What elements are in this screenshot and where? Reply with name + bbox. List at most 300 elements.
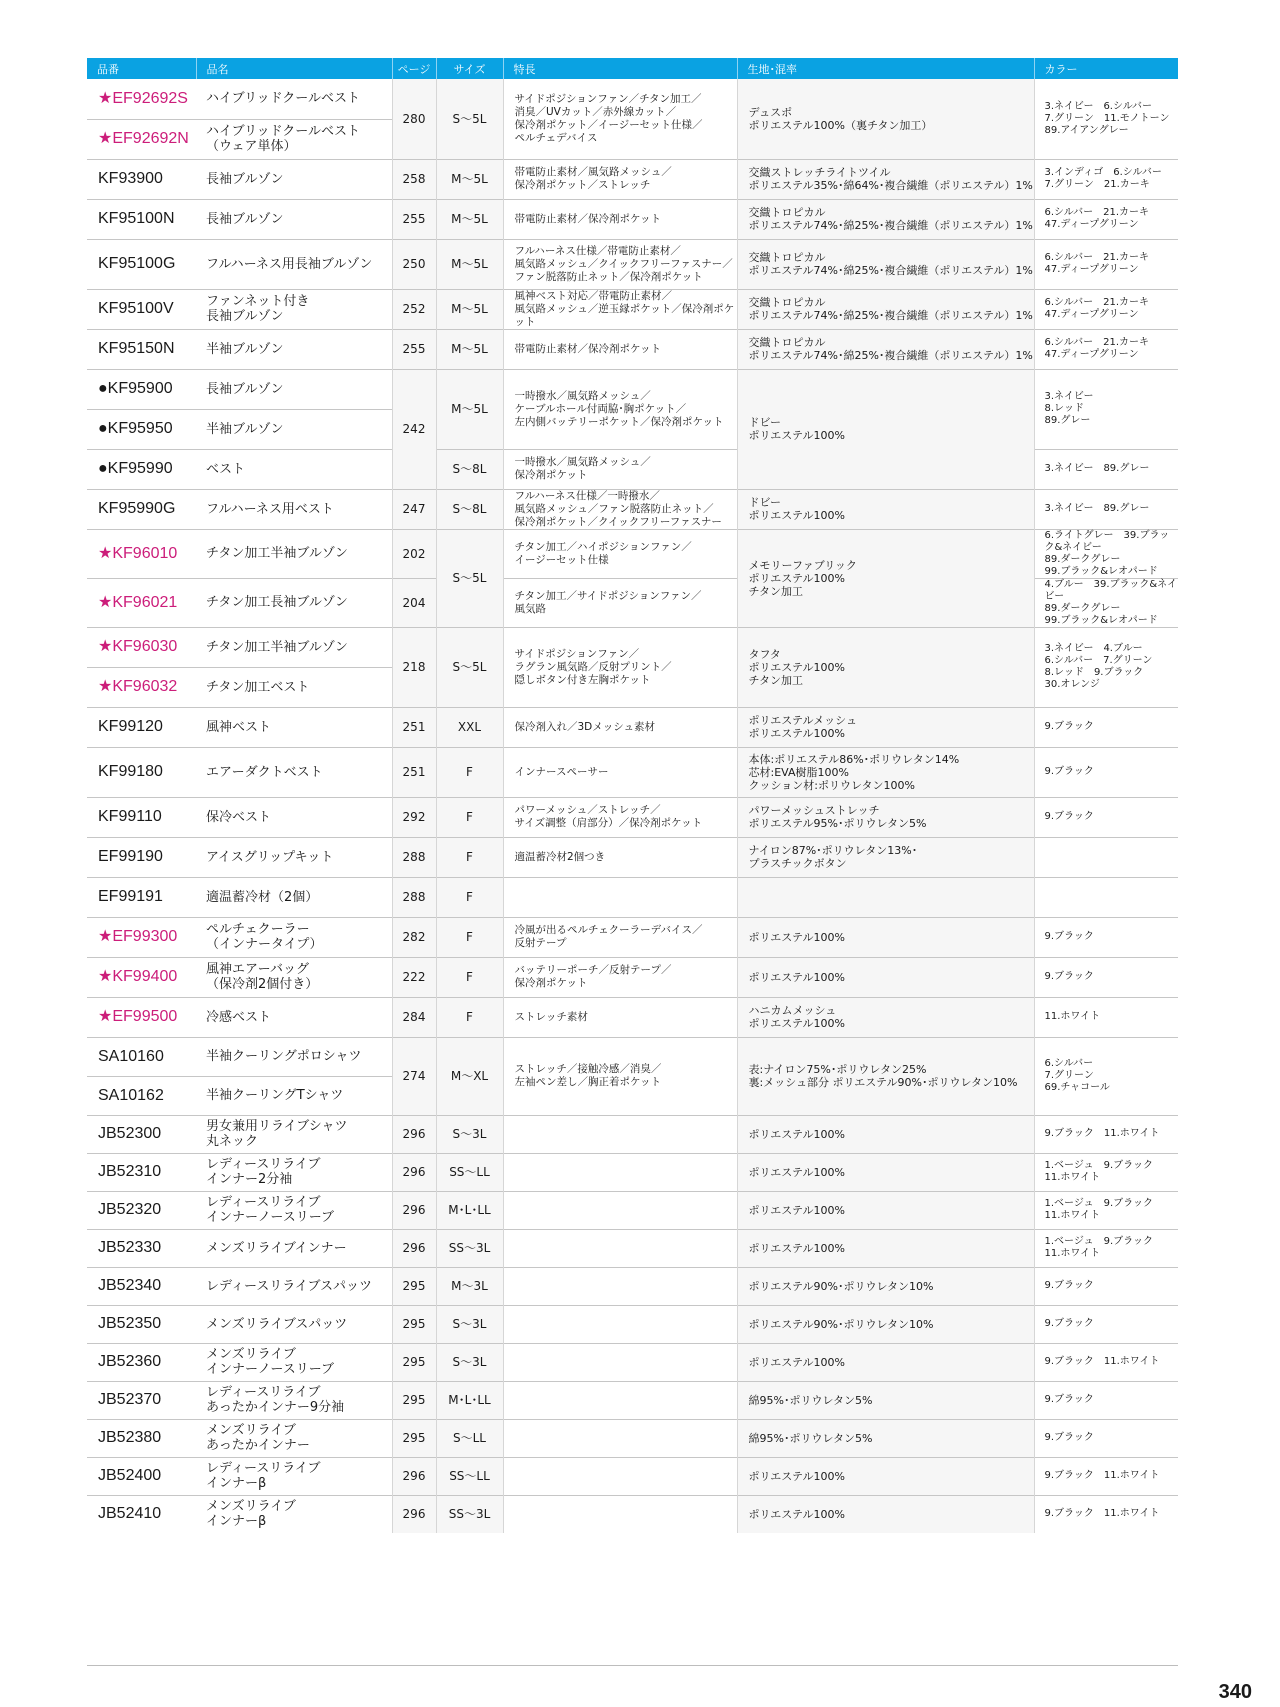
product-code [87, 409, 196, 449]
product-name: ペルチェクーラー （インナータイプ） [196, 917, 392, 957]
product-code [87, 1305, 196, 1343]
product-size: M～5L [436, 239, 503, 289]
product-feature: 冷風が出るペルチェクーラーデバイス／ 反射テープ [503, 917, 737, 957]
product-size: S～3L [436, 1343, 503, 1381]
product-feature [503, 1457, 737, 1495]
product-page: 202 [392, 529, 436, 578]
product-color: 4.ブルー 39.ブラック&ネイビー 89.ダークグレー 99.ブラック&レオパード [1034, 578, 1178, 627]
product-name: アイスグリップキット [196, 837, 392, 877]
product-code-text: EF92692S [112, 89, 188, 107]
product-size: M～3L [436, 1267, 503, 1305]
product-feature: 一時撥水／風気路メッシュ／ 保冷剤ポケット [503, 449, 737, 489]
product-code [87, 369, 196, 409]
product-feature [503, 1495, 737, 1533]
product-color: 3.ネイビー 89.グレー [1034, 489, 1178, 529]
table-row [87, 1419, 1178, 1457]
product-code [87, 1381, 196, 1419]
table-row [87, 489, 1178, 529]
dot-mark: ● [98, 380, 108, 397]
product-name: ハイブリッドクールベスト （ウェア単体） [196, 119, 392, 159]
product-size: SS～3L [436, 1495, 503, 1533]
product-name: 長袖ブルゾン [196, 369, 392, 409]
product-name: メンズリライブスパッツ [196, 1305, 392, 1343]
product-size: F [436, 957, 503, 997]
product-page: 296 [392, 1495, 436, 1533]
product-material: 交織トロピカル ポリエステル74%･綿25%･複合繊維（ポリエステル）1% [737, 289, 1034, 329]
product-name: レディースリライブ インナーノースリーブ [196, 1191, 392, 1229]
product-size: F [436, 797, 503, 837]
table-row [87, 199, 1178, 239]
product-table [87, 58, 1178, 1533]
product-size: F [436, 997, 503, 1037]
product-name: 保冷ベスト [196, 797, 392, 837]
product-code [87, 917, 196, 957]
product-page: 204 [392, 578, 436, 627]
product-name: レディースリライブ インナーβ [196, 1457, 392, 1495]
product-feature: サイドポジションファン／チタン加工／ 消臭／UVカット／赤外線カット／ 保冷剤ポケット／イージーセット仕様／ ペルチェデバイス [514, 92, 703, 144]
product-size: S～5L [436, 627, 503, 707]
product-size: SS～LL [436, 1457, 503, 1495]
product-color: 3.ネイビー 6.シルバー 7.グリーン 11.モノトーン 89.アイアングレー [1044, 100, 1170, 136]
new-star-mark: ★ [98, 678, 113, 695]
product-code [87, 1115, 196, 1153]
product-feature [503, 1229, 737, 1267]
product-size: SS～LL [436, 1153, 503, 1191]
table-row [87, 1115, 1178, 1153]
product-page: 250 [392, 239, 436, 289]
product-page: 280 [392, 79, 436, 159]
product-material: ポリエステル100% [737, 1495, 1034, 1533]
table-row [87, 1229, 1178, 1267]
product-size: S～8L [436, 489, 503, 529]
product-feature [503, 1115, 737, 1153]
product-code [87, 1191, 196, 1229]
product-color: 9.ブラック 11.ホワイト [1034, 1115, 1178, 1153]
product-feature: チタン加工／サイドポジションファン／ 風気路 [503, 578, 737, 627]
new-star-mark: ★ [98, 544, 113, 562]
table-row [87, 1267, 1178, 1305]
new-star-mark: ★ [98, 928, 113, 945]
product-page: 242 [392, 369, 436, 489]
product-size: M･L･LL [436, 1191, 503, 1229]
product-code-text: KF99110 [98, 808, 162, 825]
product-material: ナイロン87%･ポリウレタン13%･ プラスチックボタン [737, 837, 1034, 877]
product-code [87, 997, 196, 1037]
product-code-text: EF99191 [98, 888, 163, 905]
product-name: チタン加工半袖ブルゾン [196, 529, 392, 578]
product-feature [503, 1267, 737, 1305]
product-material: 綿95%･ポリウレタン5% [737, 1381, 1034, 1419]
product-page: 252 [392, 289, 436, 329]
product-material: ポリエステル90%･ポリウレタン10% [737, 1267, 1034, 1305]
product-code [87, 489, 196, 529]
table-row [87, 837, 1178, 877]
product-code-text: JB52360 [98, 1353, 162, 1370]
product-page: 296 [392, 1153, 436, 1191]
product-name: 半袖ブルゾン [196, 409, 392, 449]
table-row [87, 707, 1178, 747]
product-code-text: KF96032 [112, 678, 178, 695]
product-feature: フルハーネス仕様／一時撥水／ 風気路メッシュ／ファン脱落防止ネット／ 保冷剤ポケット／クイックフリーファスナー [503, 489, 737, 529]
product-size: S～3L [436, 1305, 503, 1343]
product-name: 男女兼用リライブシャツ 丸ネック [196, 1115, 392, 1153]
product-code [87, 1037, 196, 1076]
product-feature: パワーメッシュ／ストレッチ／ サイズ調整（肩部分）／保冷剤ポケット [503, 797, 737, 837]
product-name: 長袖ブルゾン [196, 159, 392, 199]
product-color: 9.ブラック 11.ホワイト [1034, 1343, 1178, 1381]
product-name: ファンネット付き 長袖ブルゾン [196, 289, 392, 329]
product-material: ポリエステル100% [737, 957, 1034, 997]
product-code-text: SA10160 [98, 1047, 164, 1065]
product-material: ポリエステル100% [737, 1457, 1034, 1495]
product-name: メンズリライブ あったかインナー [196, 1419, 392, 1457]
product-code [87, 797, 196, 837]
product-code-text: KF96021 [112, 593, 178, 611]
product-code-text: EF99500 [112, 1008, 178, 1025]
product-code [87, 449, 196, 489]
product-page: 288 [392, 837, 436, 877]
product-page: 251 [392, 707, 436, 747]
product-color: 6.シルバー 7.グリーン 69.チャコール [1034, 1037, 1178, 1115]
page-number: 340 [1218, 1681, 1252, 1703]
product-name: レディースリライブ インナー2分袖 [196, 1153, 392, 1191]
product-code-text: KF95990G [98, 500, 176, 517]
product-color: 6.ライトグレー 39.ブラック&ネイビー 89.ダークグレー 99.ブラック&レオパード [1034, 529, 1178, 578]
product-code-text: JB52400 [98, 1467, 162, 1484]
table-row [87, 1305, 1178, 1343]
product-code-text: JB52300 [98, 1125, 162, 1142]
product-color: 1.ベージュ 9.ブラック 11.ホワイト [1034, 1229, 1178, 1267]
product-page: 295 [392, 1343, 436, 1381]
product-material: ポリエステル100% [737, 1115, 1034, 1153]
product-color [1034, 837, 1178, 877]
table-row [87, 1153, 1178, 1191]
product-color: 3.インディゴ 6.シルバー 7.グリーン 21.カーキ [1034, 159, 1178, 199]
table-row [87, 529, 1178, 578]
table-row [87, 917, 1178, 957]
product-code-text: JB52320 [98, 1201, 162, 1218]
table-row [87, 239, 1178, 289]
product-color: 9.ブラック [1034, 1305, 1178, 1343]
header-name: 品名 [196, 58, 392, 79]
product-code [87, 119, 196, 159]
product-material: 交織ストレッチライトツイル ポリエステル35%･綿64%･複合繊維（ポリエステル）1% [737, 159, 1034, 199]
product-color: 1.ベージュ 9.ブラック 11.ホワイト [1034, 1191, 1178, 1229]
product-color: 9.ブラック [1034, 1419, 1178, 1457]
product-color: 9.ブラック [1034, 1381, 1178, 1419]
product-code-text: EF99300 [112, 928, 178, 945]
product-name: ハイブリッドクールベスト [206, 91, 361, 107]
product-size: M～5L [436, 289, 503, 329]
product-color: 9.ブラック [1034, 797, 1178, 837]
product-size: S～3L [436, 1115, 503, 1153]
table-row [87, 1495, 1178, 1533]
product-material: 交織トロピカル ポリエステル74%･綿25%･複合繊維（ポリエステル）1% [737, 239, 1034, 289]
table-row [87, 877, 1178, 917]
product-code-text: KF99180 [98, 763, 163, 780]
new-star-mark: ★ [98, 130, 113, 147]
product-material: タフタ ポリエステル100% チタン加工 [737, 627, 1034, 707]
product-material: ハニカムメッシュ ポリエステル100% [737, 997, 1034, 1037]
table-row [87, 747, 1178, 797]
product-color: 3.ネイビー 89.グレー [1034, 449, 1178, 489]
product-feature: 風神ベスト対応／帯電防止素材／ 風気路メッシュ／逆玉縁ポケット／保冷剤ポケット [503, 289, 737, 329]
new-star-mark: ★ [98, 968, 113, 985]
product-page: 255 [392, 199, 436, 239]
product-material: 交織トロピカル ポリエステル74%･綿25%･複合繊維（ポリエステル）1% [737, 329, 1034, 369]
product-page: 274 [392, 1037, 436, 1115]
product-name: 適温蓄冷材（2個） [196, 877, 392, 917]
product-code-text: KF95950 [107, 420, 173, 437]
product-code-text: JB52410 [98, 1505, 162, 1523]
product-code [87, 837, 196, 877]
product-name: 半袖クーリングポロシャツ [196, 1037, 392, 1076]
product-name: メンズリライブインナー [196, 1229, 392, 1267]
header-size: サイズ [436, 58, 503, 79]
product-page: 296 [392, 1191, 436, 1229]
product-material: ポリエステル100% [737, 1343, 1034, 1381]
table-row [87, 1457, 1178, 1495]
product-color: 9.ブラック [1034, 917, 1178, 957]
product-page: 292 [392, 797, 436, 837]
product-name: 風神エアーバッグ （保冷剤2個付き） [196, 957, 392, 997]
product-size: M～5L [436, 369, 503, 449]
product-code-text: KF95900 [107, 380, 173, 397]
product-code [87, 1153, 196, 1191]
product-color: 6.シルバー 21.カーキ 47.ディープグリーン [1034, 239, 1178, 289]
product-code-text: JB52340 [98, 1277, 162, 1294]
product-code-text: KF96030 [112, 638, 178, 655]
product-page: 222 [392, 957, 436, 997]
product-color: 11.ホワイト [1034, 997, 1178, 1037]
product-code-text: EF92692N [112, 130, 189, 147]
product-code [87, 627, 196, 667]
product-code [87, 667, 196, 707]
header-material: 生地･混率 [737, 58, 1034, 79]
product-feature [503, 1381, 737, 1419]
product-material: 本体:ポリエステル86%･ポリウレタン14% 芯材:EVA樹脂100% クッション材:ポリウレタン100% [737, 747, 1034, 797]
product-name: 半袖ブルゾン [196, 329, 392, 369]
product-code [87, 1267, 196, 1305]
product-feature: サイドポジションファン／ ラグラン風気路／反射プリント／ 隠しボタン付き左胸ポケット [503, 627, 737, 707]
product-code-text: JB52380 [98, 1429, 162, 1446]
product-code [87, 199, 196, 239]
product-color: 6.シルバー 21.カーキ 47.ディープグリーン [1034, 329, 1178, 369]
product-size: S～8L [436, 449, 503, 489]
product-code-text: KF95100G [98, 255, 176, 272]
product-page: 295 [392, 1305, 436, 1343]
dot-mark: ● [98, 460, 108, 477]
product-name: レディースリライブスパッツ [196, 1267, 392, 1305]
product-code [87, 1419, 196, 1457]
table-row [87, 79, 1178, 119]
product-material: 表:ナイロン75%･ポリウレタン25% 裏:メッシュ部分 ポリエステル90%･ポリウレタン10% [737, 1037, 1034, 1115]
product-color: 3.ネイビー 4.ブルー 6.シルバー 7.グリーン 8.レッド 9.ブラック 30.オレンジ [1034, 627, 1178, 707]
product-feature [503, 877, 737, 917]
product-code [87, 747, 196, 797]
table-row [87, 1343, 1178, 1381]
product-material: ポリエステル100% [737, 1191, 1034, 1229]
product-feature: チタン加工／ハイポジションファン／ イージーセット仕様 [503, 529, 737, 578]
product-feature: 帯電防止素材／風気路メッシュ／ 保冷剤ポケット／ストレッチ [503, 159, 737, 199]
header-code: 品番 [87, 58, 196, 79]
product-material: ポリエステル100% [737, 1229, 1034, 1267]
table-row [87, 957, 1178, 997]
product-color: 6.シルバー 21.カーキ 47.ディープグリーン [1034, 199, 1178, 239]
product-feature: バッテリーポーチ／反射テープ／ 保冷剤ポケット [503, 957, 737, 997]
product-code [87, 159, 196, 199]
product-page: 296 [392, 1115, 436, 1153]
product-code-text: KF99400 [112, 968, 178, 985]
product-name: 風神ベスト [196, 707, 392, 747]
product-size: M～5L [436, 199, 503, 239]
product-feature: インナースペーサー [503, 747, 737, 797]
product-material: ポリエステルメッシュ ポリエステル100% [737, 707, 1034, 747]
table-row [87, 1191, 1178, 1229]
product-color: 6.シルバー 21.カーキ 47.ディープグリーン [1034, 289, 1178, 329]
table-row [87, 1381, 1178, 1419]
product-material: ポリエステル100% [737, 917, 1034, 957]
product-code-text: KF95150N [98, 340, 175, 357]
product-name: エアーダクトベスト [196, 747, 392, 797]
product-code [87, 289, 196, 329]
product-page: 296 [392, 1229, 436, 1267]
product-name: レディースリライブ あったかインナー9分袖 [196, 1381, 392, 1419]
new-star-mark: ★ [98, 89, 113, 107]
product-code [87, 529, 196, 578]
product-code-text: JB52330 [98, 1239, 162, 1256]
product-size: S～5L [436, 529, 503, 627]
table-header [87, 58, 1178, 79]
product-code [87, 1076, 196, 1115]
product-page: 284 [392, 997, 436, 1037]
product-code [87, 877, 196, 917]
product-color: 1.ベージュ 9.ブラック 11.ホワイト [1034, 1153, 1178, 1191]
product-page: 247 [392, 489, 436, 529]
product-feature: フルハーネス仕様／帯電防止素材／ 風気路メッシュ／クイックフリーファスナー／ ファン脱落防止ネット／保冷剤ポケット [503, 239, 737, 289]
product-size: M･L･LL [436, 1381, 503, 1419]
product-size: SS～3L [436, 1229, 503, 1267]
product-name: ベスト [196, 449, 392, 489]
product-feature: 適温蓄冷材2個つき [503, 837, 737, 877]
product-feature [503, 1305, 737, 1343]
product-page: 251 [392, 747, 436, 797]
product-size: M～XL [436, 1037, 503, 1115]
product-name: メンズリライブ インナーβ [196, 1495, 392, 1533]
product-color: 9.ブラック [1034, 957, 1178, 997]
new-star-mark: ★ [98, 1008, 113, 1025]
product-size: S～LL [436, 1419, 503, 1457]
product-size: M～5L [436, 159, 503, 199]
product-material: ドビー ポリエステル100% [737, 489, 1034, 529]
product-page: 295 [392, 1381, 436, 1419]
product-feature [503, 1191, 737, 1229]
table-row [87, 159, 1178, 199]
product-name: チタン加工半袖ブルゾン [196, 627, 392, 667]
product-name: フルハーネス用長袖ブルゾン [196, 239, 392, 289]
table-body [87, 79, 1178, 1533]
product-code-text: KF95100V [98, 300, 174, 317]
product-name: 長袖ブルゾン [196, 199, 392, 239]
product-code-text: KF99120 [98, 718, 163, 735]
table-row [87, 1037, 1178, 1076]
product-code [87, 1495, 196, 1533]
product-page: 288 [392, 877, 436, 917]
product-size: XXL [436, 707, 503, 747]
product-feature: 帯電防止素材／保冷剤ポケット [503, 199, 737, 239]
product-material: デュスポ ポリエステル100%（裏チタン加工） [737, 79, 1034, 159]
product-size: F [436, 877, 503, 917]
product-material [737, 877, 1034, 917]
product-code [87, 1343, 196, 1381]
product-page: 255 [392, 329, 436, 369]
product-code-text: SA10162 [98, 1086, 164, 1104]
product-feature: 帯電防止素材／保冷剤ポケット [503, 329, 737, 369]
product-size: F [436, 747, 503, 797]
product-code [87, 1229, 196, 1267]
product-material: パワーメッシュストレッチ ポリエステル95%･ポリウレタン5% [737, 797, 1034, 837]
product-feature: ストレッチ素材 [503, 997, 737, 1037]
product-size: M～5L [436, 329, 503, 369]
product-code-text: KF95990 [107, 460, 173, 477]
product-page: 295 [392, 1419, 436, 1457]
table-row [87, 369, 1178, 409]
product-color: 3.ネイビー 8.レッド 89.グレー [1034, 369, 1178, 449]
product-color: 9.ブラック [1034, 1267, 1178, 1305]
product-name: 冷感ベスト [196, 997, 392, 1037]
header-color: カラー [1034, 58, 1178, 79]
product-feature [503, 1153, 737, 1191]
product-material: 綿95%･ポリウレタン5% [737, 1419, 1034, 1457]
product-name: メンズリライブ インナーノースリーブ [196, 1343, 392, 1381]
product-page: 218 [392, 627, 436, 707]
table-bottom-rule [87, 1665, 1178, 1666]
product-page: 282 [392, 917, 436, 957]
product-feature: 一時撥水／風気路メッシュ／ ケーブルホール付両脇･胸ポケット／ 左内側バッテリーポケット／保冷剤ポケット [503, 369, 737, 449]
product-code-text: JB52310 [98, 1163, 162, 1180]
product-color [1034, 877, 1178, 917]
product-code [87, 329, 196, 369]
product-color: 9.ブラック 11.ホワイト [1034, 1495, 1178, 1533]
product-code [87, 239, 196, 289]
table-row [87, 797, 1178, 837]
product-size: F [436, 837, 503, 877]
product-feature: 保冷剤入れ／3Dメッシュ素材 [503, 707, 737, 747]
product-name: 半袖クーリングTシャツ [196, 1076, 392, 1115]
product-code [87, 707, 196, 747]
product-page: 258 [392, 159, 436, 199]
product-code-text: KF93900 [98, 170, 163, 187]
header-feature: 特長 [503, 58, 737, 79]
product-material: ポリエステル90%･ポリウレタン10% [737, 1305, 1034, 1343]
product-name: フルハーネス用ベスト [196, 489, 392, 529]
table-row [87, 997, 1178, 1037]
product-material: メモリーファブリック ポリエステル100% チタン加工 [737, 529, 1034, 627]
dot-mark: ● [98, 420, 108, 437]
product-feature [503, 1419, 737, 1457]
product-code [87, 1457, 196, 1495]
new-star-mark: ★ [98, 593, 113, 611]
product-code [87, 79, 196, 119]
product-page: 295 [392, 1267, 436, 1305]
product-code-text: KF95100N [98, 210, 175, 227]
product-name: チタン加工長袖ブルゾン [196, 578, 392, 627]
header-page: ページ [392, 58, 436, 79]
product-size: F [436, 917, 503, 957]
product-feature [503, 1343, 737, 1381]
table-row [87, 329, 1178, 369]
table-row [87, 289, 1178, 329]
